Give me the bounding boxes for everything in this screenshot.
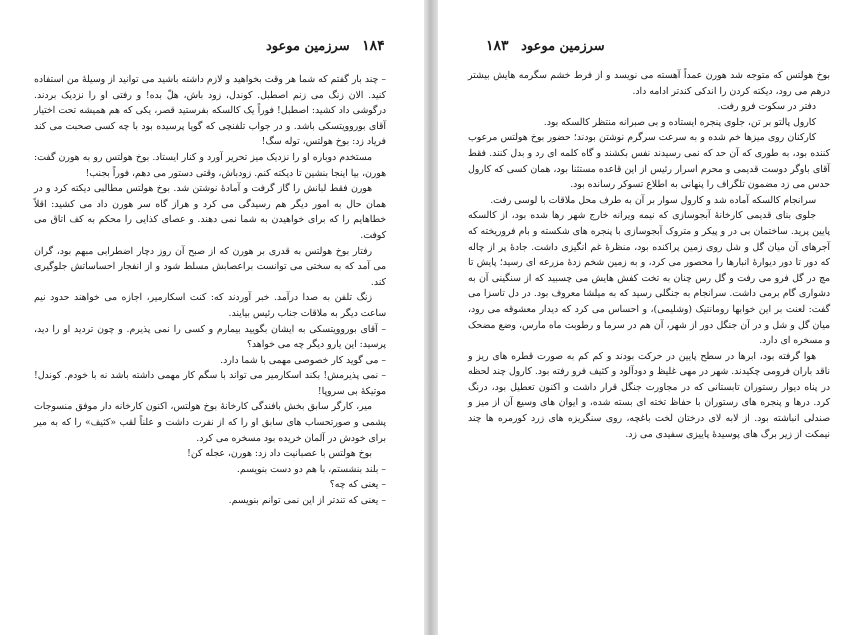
paragraph: – آقای بوروویتسکی به ایشان بگویید بیمارم و کسی را نمی پذیرم. و چون تردید او را دید، پرسید: این یارو دیگر چه می خواهد؟ (34, 323, 386, 351)
paragraph: – نمی پذیرمش! بکند اسکارمیر می تواند با سگم کار مهمی داشته باشد نه با خودم. کوندل! موتیکهٔ بی سروپا! (34, 370, 386, 397)
paragraph: هوا گرفته بود، ابرها در سطح پایین در حرکت بودند و کم کم به صورت قطره های ریز و ناقد باران فرومی چکیدند. شهر در مهی غلیظ و دودآلود و کثیف فرو رفته بود. کارول چند لحظه در پناه دیوار رستوران تابستانی که در مجاورت جنگل قرار داشت و اکنون تعطیل بود، درنگ کرد. درها و پنجره های رستوران با حفاظ تخته ای بسته شده، و ایوان های وسیع آن از میز و صندلی انباشته بود. از لابه لای درختان لخت باغچه، روی سنگریزه های زرد کورمره ها چند نیمکت از زیر برگ های پوسیدهٔ پاییزی سفیدی می زد. (468, 350, 830, 440)
left-page-running-title: سرزمین موعود (266, 39, 350, 54)
paragraph: مستخدم دوباره او را نزدیک میز تحریر آورد و کنار ایستاد. بوخ هولتس رو به هورن گفت: هورن، بیا اینجا بنشین تا دیکته کنم. زودباش، وقتی دستور می دهم، فوراً بجنب! (34, 151, 386, 179)
paragraph: دفتر در سکوت فرو رفت. (717, 101, 816, 113)
left-page-number: ۱۸۴ (362, 38, 385, 54)
left-page-body (34, 72, 386, 509)
right-page-number: ۱۸۳ (486, 38, 509, 54)
paragraph: هورن فقط لبانش را گاز گرفت و آمادهٔ نوشتن شد. بوخ هولتس مطالبی دیکته کرد و در همان حال به امور دیگر هم رسیدگی می کرد و هراز گاه سر هورن داد می کشید: اقلاً خطاهایم را که برای خواهیدن به شما نمی دهند. و عصای کذایی را محکم به کف اتاق می کوفت. (34, 183, 386, 241)
paragraph: – می گوید کار خصوصی مهمی با شما دارد. (220, 354, 386, 366)
paragraph: – یعنی که تندتر از این نمی توانم بنویسم. (228, 495, 386, 507)
book-gutter (424, 0, 438, 635)
paragraph: – چند بار گفتم که شما هر وقت بخواهید و لازم داشته باشید می توانید از وسیلهٔ من استفاده کنید. الان زنگ می زنم اصطبل. کوندل، زود باش، هلّ بده! و رفتی او را نزدیک بردند. درگوشی داد کشید: اصطبل! فوراً یک کالسکه بفرستید قصر، یکی که هم همیشه تحت اختیار آقای بوروویتسکی باشد. و در جواب تلفنچی که گویا پرسیده بود با چه کسی صحبت می کند فریاد زد: بوخ هولتس، توله سگ! (34, 74, 386, 148)
right-page-body (468, 68, 830, 442)
paragraph: رفتار بوخ هولتس به قدری بر هورن که از صبح آن روز دچار اضطرابی مبهم بود، گران می آمد که به سختی می توانست براعصابش مسلط شود و از انفجار احساساتش جلوگیری کند. (34, 245, 386, 288)
paragraph: بوخ هولتس با عصبانیت داد زد: هورن، عجله کن! (187, 448, 372, 460)
paragraph: – بلند بنشستم، با هم دو دست بنویسم. (236, 463, 386, 475)
paragraph: جلوی بنای قدیمی کارخانهٔ آبجوسازی که نیمه ویرانه خارج شهر رها شده بود، از کالسکه پایین پرید. ساختمان بی در و پیکر و متروک آبجوسازی با پنجره های شکسته و بام فروریخته که آجرهای آن میان گل و شل روی زمین پراکنده بود، منظرهٔ غم انگیزی داشت. جادهٔ پر از چاله که دور تا دور دیوارهٔ انبارها را محصور می کرد، و به زمین شخم زدهٔ مزرعه ای رسید؛ پایش تا مچ در گل فرو می رفت و گل رس چنان به تخت کفش هایش می چسبید که از سنگینی آن به دشواری گام برمی داشت. سرانجام به جنگلی رسید که به میلشا معروف بود. در دل تاسزا می گفت: لعنت بر این خوابها رومانتیک (وشلیمی)، و احساس می کرد که دیدار معشوقه می رود، میان گل و شل و در آن جنگل دور از شهر، آن هم در سرما و رطوبت ماه مارس، وضع مضحک و مسخره ای دارد. (468, 210, 830, 347)
paragraph: زنگ تلفن به صدا درآمد. خبر آوردند که: کنت اسکارمیر، اجازه می خواهند حدود نیم ساعت دیگر به ملاقات جناب رئیس بیایند. (34, 292, 386, 319)
paragraph: کارول پالتو بر تن، جلوی پنجره ایستاده و بی صبرانه منتظر کالسکه بود. (543, 116, 816, 128)
paragraph: بوخ هولتس که متوجه شد هورن عمداً آهسته می نویسد و از فرط خشم سگرمه هایش بیشتر درهم می رود، دیکته کردن را اندکی کندتر ادامه داد. (468, 70, 830, 97)
paragraph: سرانجام کالسکه آماده شد و کارول سوار بر آن به طرف محل ملاقات با لوسی رفت. (490, 194, 816, 206)
right-page-header (478, 38, 605, 54)
right-page (438, 0, 862, 635)
paragraph: – یعنی که چه؟ (329, 479, 386, 491)
left-page (0, 0, 424, 635)
right-page-running-title: سرزمین موعود (521, 39, 605, 54)
paragraph: کارکنان روی میزها خم شده و به سرعت سرگرم نوشتن بودند؛ حضور بوخ هولتس مرعوب کننده بود، به طوری که آن حد که نمی رسیدند نفس بکشند و گاه کلمه ای رد و بدل کنند. فقط آقای باوگر دوست قدیمی و محرم اسرار رئیس از این قاعده مستثنا بود، همان کسی که کارول حدس می زد مضمون تلگراف را پنهانی به اطلاع تسوکر رسانده بود. (468, 132, 830, 191)
left-page-header (266, 38, 393, 54)
paragraph: میر، کارگر سابق بخش بافندگی کارخانهٔ بوخ هولتس، اکنون کارخانه دار موفق منسوجات پشمی و صورتحساب های سابق او را که از نفرت داشت و علناً لقب «کثیف» را که به میر برای خودش در آلمان خریده بود مسخره می کرد. (34, 401, 386, 444)
